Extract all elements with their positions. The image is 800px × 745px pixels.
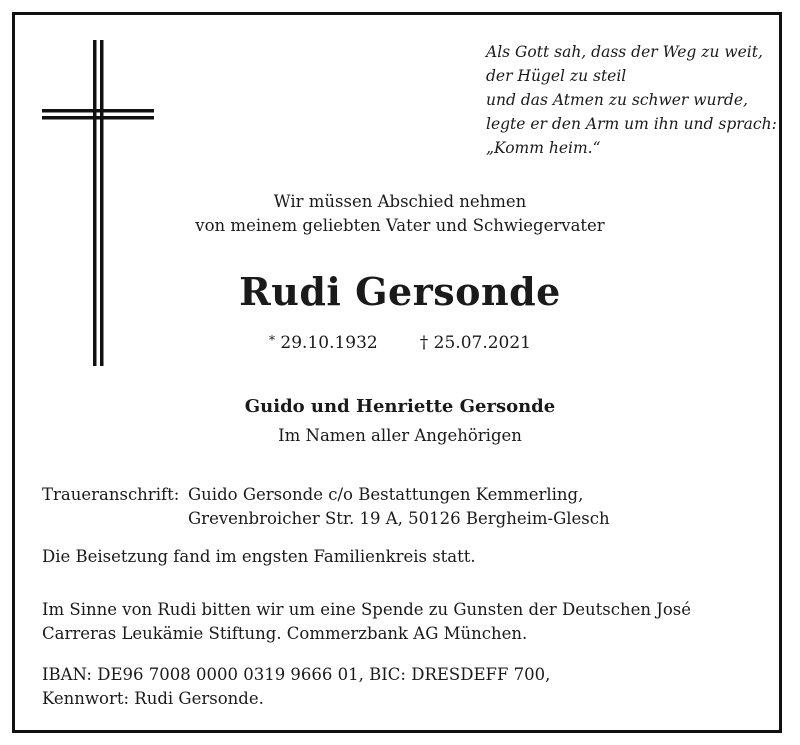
death-date: 25.07.2021 — [433, 333, 531, 353]
donation-line-2: Carreras Leukämie Stiftung. Commerzbank AG München. — [42, 624, 528, 643]
address-line-2: Grevenbroicher Str. 19 A, 50126 Bergheim-Glesch — [188, 509, 610, 528]
family-names: Guido und Henriette Gersonde — [244, 396, 556, 417]
intro-line-2: von meinem geliebten Vater und Schwiegervater — [195, 216, 605, 235]
birth-date: 29.10.1932 — [280, 333, 378, 353]
donation-request — [42, 598, 691, 646]
intro-line-1: Wir müssen Abschied nehmen — [273, 192, 527, 211]
burial-notice: Die Beisetzung fand im engsten Familienkreis statt. — [42, 547, 476, 566]
poem — [486, 40, 777, 160]
poem-line: legte er den Arm um ihn und sprach: — [486, 115, 777, 133]
donation-line-1: Im Sinne von Rudi bitten wir um eine Spende zu Gunsten der Deutschen José — [42, 600, 692, 619]
address-line-1: Guido Gersonde c/o Bestattungen Kemmerling, — [188, 485, 584, 504]
address-label: Traueranschrift: — [42, 485, 180, 504]
bank-line-2: Kennwort: Rudi Gersonde. — [42, 689, 264, 708]
death-symbol: † — [419, 333, 429, 353]
mourning-address — [42, 483, 610, 531]
family-subtitle: Im Namen aller Angehörigen — [278, 426, 522, 445]
poem-line: Als Gott sah, dass der Weg zu weit, — [486, 43, 763, 61]
life-dates — [0, 328, 800, 355]
bank-line-1: IBAN: DE96 7008 0000 0319 9666 01, BIC: DRESDEFF 700, — [42, 665, 551, 684]
bank-details — [42, 663, 550, 711]
poem-line: „Komm heim.“ — [486, 139, 601, 157]
intro-text — [0, 190, 800, 238]
deceased-name: Rudi Gersonde — [239, 269, 561, 314]
birth-symbol: * — [269, 333, 275, 347]
poem-line: und das Atmen zu schwer wurde, — [486, 91, 748, 109]
poem-line: der Hügel zu steil — [486, 67, 627, 85]
